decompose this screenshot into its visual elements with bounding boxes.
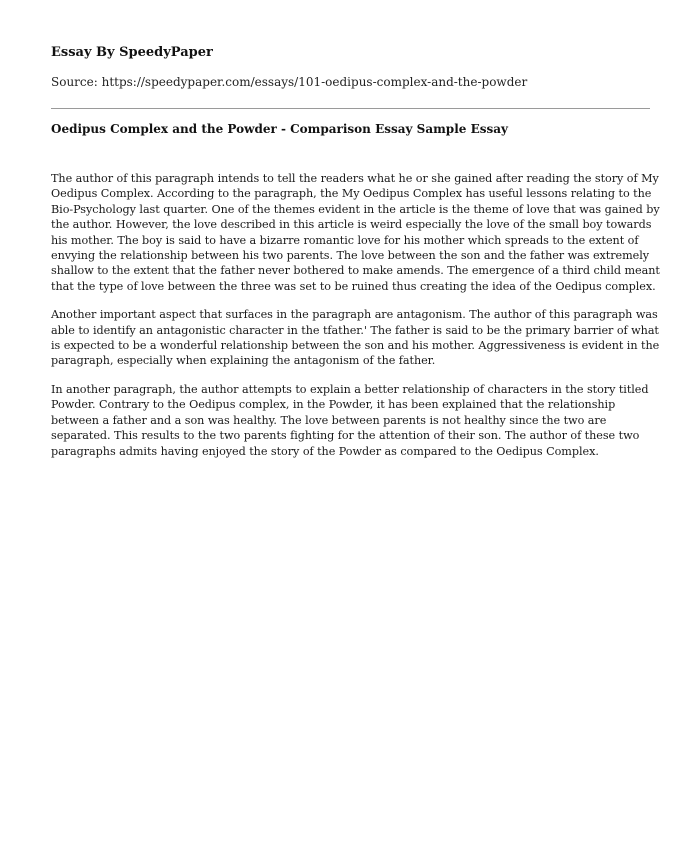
essay-title: Oedipus Complex and the Powder - Comparison Essay Sample Essay [51, 122, 508, 136]
essay-body [51, 171, 661, 472]
essay-paragraph-1: The author of this paragraph intends to tell the readers what he or she gained after reading the story of My Oedipus Complex. According to the paragraph, the My Oedipus Complex has useful lessons relating to the Bio-Psychology last quarter. One of the themes evident in the article is the theme of love that was gained by the author. However, the love described in this article is weird especially the love of the small boy towards his mother. The boy is said to have a bizarre romantic love for his mother which spreads to the extent of envying the relationship between his two parents. The love between the son and the father was extremely shallow to the extent that the father never bothered to make amends. The emergence of a third child meant that the type of love between the three was set to be ruined thus creating the idea of the Oedipus complex. [51, 172, 660, 293]
source-line: Source: https://speedypaper.com/essays/101-oedipus-complex-and-the-powder [51, 75, 528, 89]
essay-paragraph-2: Another important aspect that surfaces in the paragraph are antagonism. The author of this paragraph was able to identify an antagonistic character in the tfather.' The father is said to be the primary barrier of what is expected to be a wonderful relationship between the son and his mother. Aggressiveness is evident in the paragraph, especially when explaining the antagonism of the father. [51, 308, 660, 368]
site-title: Essay By SpeedyPaper [51, 45, 213, 60]
essay-paragraph-3: In another paragraph, the author attempts to explain a better relationship of characters in the story titled Powder. Contrary to the Oedipus complex, in the Powder, it has been explained that the relationship between a father and a son was healthy. The love between parents is not healthy since the two are separated. This results to the two parents fighting for the attention of their son. The author of these two paragraphs admits having enjoyed the story of the Powder as compared to the Oedipus Complex. [51, 382, 649, 458]
header-divider [51, 108, 650, 109]
